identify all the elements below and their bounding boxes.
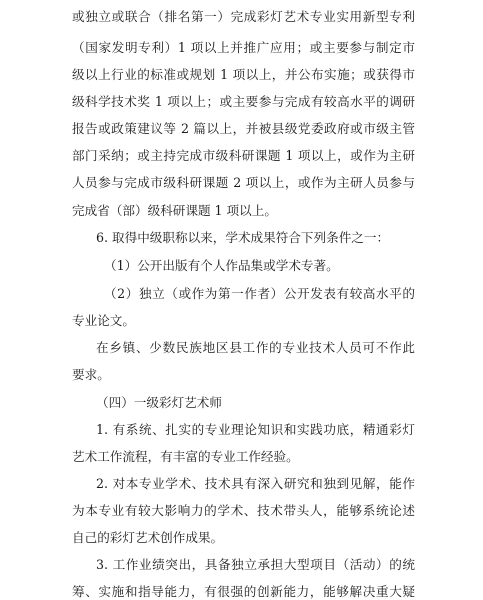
- list-item: 1. 有系统、扎实的专业理论知识和实践功底，精通彩灯: [96, 422, 415, 437]
- list-item: 3. 工作业绩突出，具备独立承担大型项目（活动）的统: [96, 557, 415, 572]
- text-line: （国家发明专利）1 项以上并推广应用；或主要参与制定市: [72, 40, 415, 55]
- text-line: 报告或政策建议等 2 篇以上，并被县级党委政府或市级主管: [72, 121, 415, 136]
- list-item: 2. 对本专业学术、技术具有深入研究和独到见解，能作: [96, 476, 415, 491]
- text-line: 专业论文。: [72, 313, 135, 328]
- sub-item: （2）独立（或作为第一作者）公开发表有较高水平的: [104, 286, 415, 301]
- section-heading: （四）一级彩灯艺术师: [96, 395, 222, 410]
- text-line: 完成省（部）级科研课题 1 项以上。: [72, 203, 277, 218]
- text-line: 级科学技术奖 1 项以上；或主要参与完成有较高水平的调研: [72, 94, 415, 109]
- text-line: 或独立或联合（排名第一）完成彩灯艺术专业实用新型专利: [72, 9, 415, 24]
- text-line: 筹、实施和指导能力，有很强的创新能力，能够解决重大疑: [72, 584, 415, 599]
- sub-item: （1）公开出版有个人作品集或学术专著。: [104, 258, 339, 273]
- note-paragraph: 在乡镇、少数民族地区县工作的专业技术人员可不作此: [96, 340, 415, 355]
- text-line: 自己的彩灯艺术创作成果。: [72, 530, 224, 545]
- text-line: 为本专业有较大影响力的学术、技术带头人，能够系统论述: [72, 503, 415, 518]
- text-line: 艺术工作流程，有丰富的专业工作经验。: [72, 449, 299, 464]
- text-line: 人员参与完成市级科研课题 2 项以上，或作为主研人员参与: [72, 175, 415, 190]
- text-line: 部门采纳；或主持完成市级科研课题 1 项以上，或作为主研: [72, 148, 415, 163]
- text-line: 级以上行业的标准或规划 1 项以上，并公布实施；或获得市: [72, 67, 415, 82]
- section-item-heading: 6. 取得中级职称以来，学术成果符合下列条件之一：: [96, 230, 390, 245]
- text-line: 要求。: [72, 367, 110, 382]
